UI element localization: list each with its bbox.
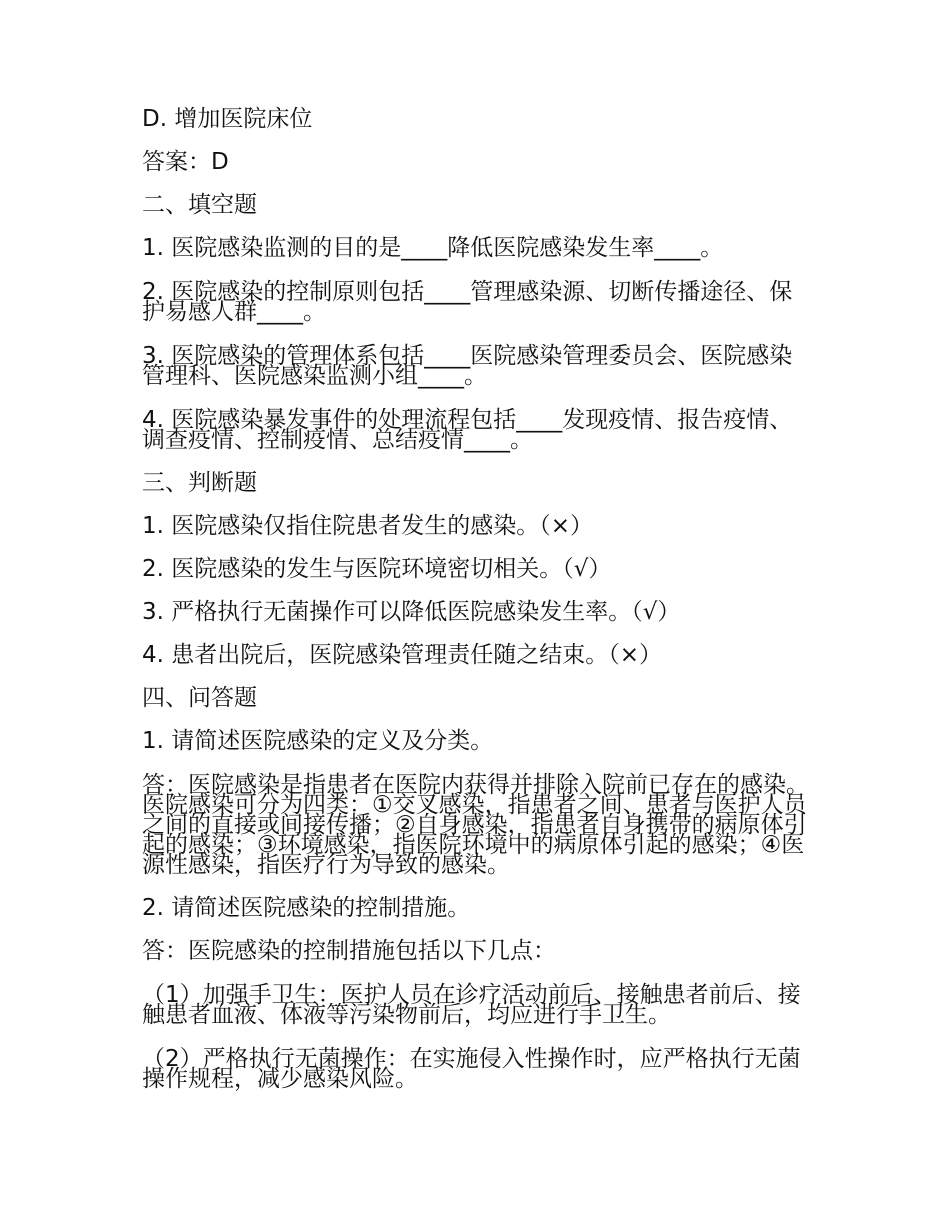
true-false-question-2: 2. 医院感染的发生与医院环境密切相关。（√） (142, 556, 612, 582)
option-d: D. 增加医院床位 (142, 106, 313, 132)
fill-blank-question-1: 1. 医院感染监测的目的是____降低医院感染发生率____。 (142, 235, 724, 261)
true-false-question-1: 1. 医院感染仅指住院患者发生的感染。（×） (142, 513, 594, 539)
qa-answer-2-point-2: （2）严格执行无菌操作：在实施侵入性操作时，应严格执行无菌操作规程，减少感染风险。 (142, 1046, 801, 1092)
true-false-question-3: 3. 严格执行无菌操作可以降低医院感染发生率。（√） (142, 599, 681, 625)
document-body (142, 104, 812, 1107)
section-heading-true-false: 三、判断题 (142, 470, 257, 496)
qa-answer-2-point-1: （1）加强手卫生：医护人员在诊疗活动前后、接触患者前后、接触患者血液、体液等污染物前后，均应进行手卫生。 (142, 982, 801, 1028)
fill-blank-question-4: 4. 医院感染暴发事件的处理流程包括____发现疫情、报告疫情、调查疫情、控制疫情、总结疫情____。 (142, 407, 793, 453)
fill-blank-question-3: 3. 医院感染的管理体系包括____医院感染管理委员会、医院感染管理科、医院感染监测小组____。 (142, 343, 793, 389)
section-heading-qa: 四、问答题 (142, 685, 257, 711)
fill-blank-question-2: 2. 医院感染的控制原则包括____管理感染源、切断传播途径、保护易感人群____。 (142, 279, 793, 325)
true-false-question-4: 4. 患者出院后，医院感染管理责任随之结束。（×） (142, 642, 663, 668)
qa-answer-2-intro: 答：医院感染的控制措施包括以下几点： (142, 938, 556, 964)
qa-answer-1: 答：医院感染是指患者在医院内获得并排除入院前已存在的感染。医院感染可分为四类：①交叉感染，指患者之间、患者与医护人员之间的直接或间接传播；②自身感染，指患者自身携带的病原体引起的感染；③环境感染，指医院环境中的病原体引起的感染；④医源性感染，指医疗行为导致的感染。 (142, 772, 809, 878)
section-heading-fill-blank: 二、填空题 (142, 192, 257, 218)
qa-question-1: 1. 请简述医院感染的定义及分类。 (142, 728, 494, 754)
answer-line: 答案：D (142, 149, 229, 175)
qa-question-2: 2. 请简述医院感染的控制措施。 (142, 895, 471, 921)
